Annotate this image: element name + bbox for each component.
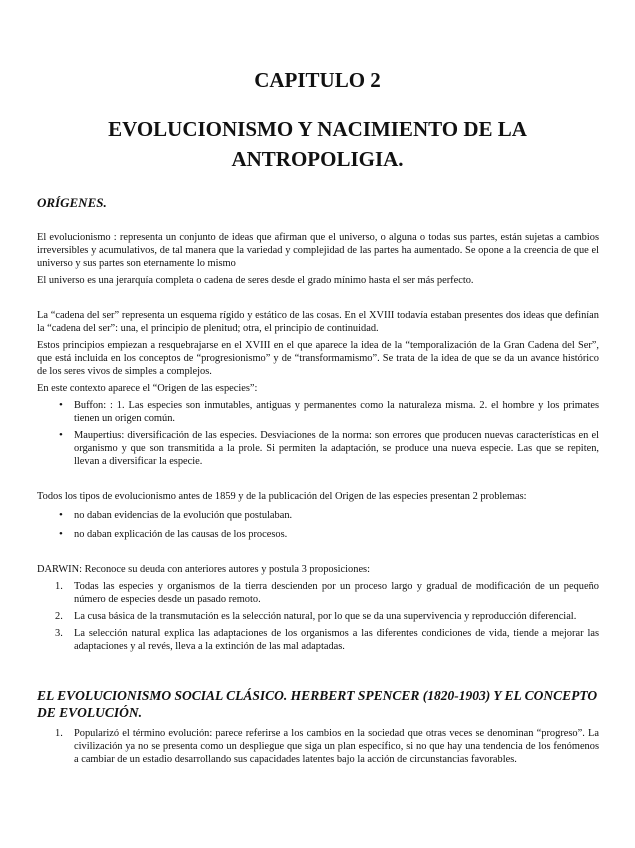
list-text: Todas las especies y organismos de la tierra descienden por un proceso largo y gradual de modificación de un pequeño número de especies desde un pasado remoto. bbox=[74, 581, 599, 605]
list-number: 2. bbox=[55, 611, 63, 622]
document-body bbox=[37, 196, 599, 766]
list-number: 3. bbox=[55, 628, 63, 639]
list-problemas bbox=[37, 509, 599, 541]
section-heading-spencer: EL EVOLUCIONISMO SOCIAL CLÁSICO. HERBERT SPENCER (1820-1903) Y EL CONCEPTO DE EVOLUCIÓN. bbox=[37, 688, 598, 720]
paragraph-problemas: Todos los tipos de evolucionismo antes de 1859 y de la publicación del Origen de las especies presentan 2 problemas: bbox=[37, 491, 527, 502]
chapter-heading: CAPITULO 2 bbox=[254, 68, 381, 92]
paragraph-darwin: DARWIN: Reconoce su deuda con anteriores autores y postula 3 proposiciones: bbox=[37, 564, 370, 575]
list-darwin bbox=[37, 580, 599, 653]
section-heading-origenes: ORÍGENES. bbox=[37, 195, 107, 210]
list-text: La selección natural explica las adaptaciones de los organismos a las diferentes condiciones de vida, tiende a mejorar las adaptaciones y al revés, lleva a la extinción de las mal adaptadas. bbox=[74, 628, 599, 652]
list-item bbox=[37, 727, 599, 766]
paragraph-cadena-del-ser: La “cadena del ser” representa un esquema rígido y estático de las cosas. En el XVIII todavía estaban presentes dos ideas que definían la “cadena del ser”: una, el principio de plenitud; otra, el principio de continuidad. bbox=[37, 310, 599, 334]
list-item bbox=[37, 627, 599, 653]
list-item: • no daban evidencias de la evolución que postulaban. bbox=[37, 509, 599, 522]
paragraph-principios: Estos principios empiezan a resquebrajarse en el XVIII en el que aparece la idea de la “temporalización de la Gran Cadena del Ser”, que está incluida en los conceptos de “progresionismo” y de “transformamismo”. Se trata de la idea de que se da un avance histórico de los seres vivos de simples a complejos. bbox=[37, 340, 599, 377]
paragraph-universo: El universo es una jerarquía completa o cadena de seres desde el grado mínimo hasta el ser más perfecto. bbox=[37, 275, 474, 286]
list-item bbox=[37, 610, 599, 623]
list-spencer bbox=[37, 727, 599, 766]
list-number: 1. bbox=[55, 581, 63, 592]
list-item bbox=[37, 580, 599, 606]
list-autores bbox=[37, 399, 599, 468]
paragraph-evolucionismo: El evolucionismo : representa un conjunto de ideas que afirman que el universo, o alguna o todas sus partes, están sujetas a cambios irreversibles y acumulativos, de tal manera que la variedad y complejidad de las partes ha aumentado. Se opone a la creencia de que el universo y sus partes son eternamente lo mismo bbox=[37, 232, 599, 269]
list-item: • no daban explicación de las causas de los procesos. bbox=[37, 528, 599, 541]
list-item: • Buffon: : 1. Las especies son inmutables, antiguas y permanentes como la naturaleza misma. 2. el hombre y los primates tienen un origen común. bbox=[37, 399, 599, 425]
list-text: Popularizó el término evolución: parece referirse a los cambios en la sociedad que otras veces se denominan “progreso”. La civilización ya no se presenta como un despliegue que siga un plan específico, si no que hay una tendencia de los fenómenos a cambiar de un estadio desarrollando sus capacidades latentes bajo la acción de circunstancias favorables. bbox=[74, 728, 599, 765]
list-text: La cusa básica de la transmutación es la selección natural, por lo que se da una supervivencia y reproducción diferencial. bbox=[74, 611, 577, 622]
chapter-title: EVOLUCIONISMO Y NACIMIENTO DE LA ANTROPOLIGIA. bbox=[108, 117, 527, 171]
list-item: • Maupertius: diversificación de las especies. Desviaciones de la norma: son errores que producen nuevas características en el organismo y que son transmitida a la prole. Si permiten la adaptación, se produce una nueva especie. Las que se repiten, llevan a diversificar la especie. bbox=[37, 429, 599, 468]
paragraph-origen-especies: En este contexto aparece el “Origen de las especies”: bbox=[37, 383, 258, 394]
list-number: 1. bbox=[55, 728, 63, 739]
